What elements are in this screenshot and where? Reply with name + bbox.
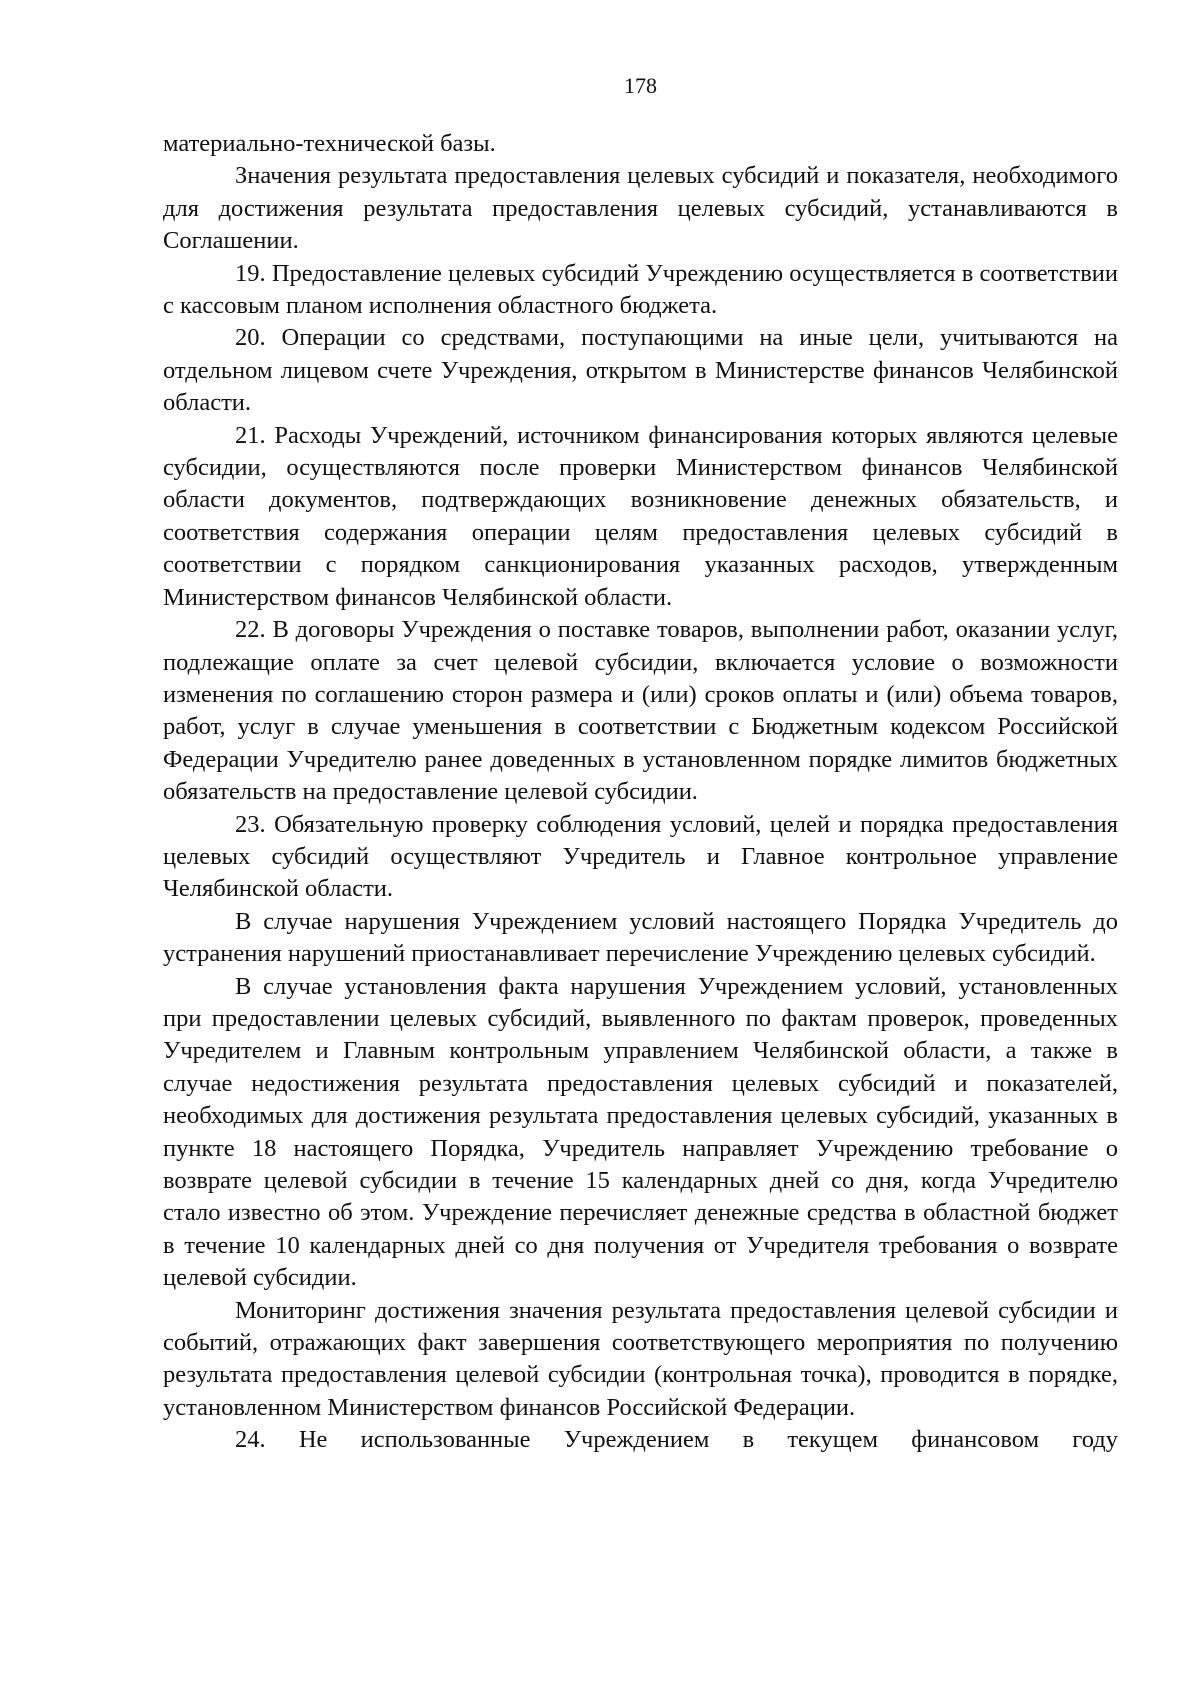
paragraph: 19. Предоставление целевых субсидий Учреждению осуществляется в соответствии с кассовым планом исполнения областного бюджета. <box>163 259 1118 320</box>
document-page <box>163 0 1118 1698</box>
paragraph: Значения результата предоставления целевых субсидий и показателя, необходимого для достижения результата предоставления целевых субсидий, устанавливаются в Соглашении. <box>163 162 1118 255</box>
paragraph: 23. Обязательную проверку соблюдения условий, целей и порядка предоставления целевых субсидий осуществляют Учредитель и Главное контрольное управление Челябинской области. <box>163 810 1118 903</box>
paragraph: Мониторинг достижения значения результата предоставления целевой субсидии и событий, отражающих факт завершения соответствующего мероприятия по получению результата предоставления целевой субсидии (контрольная точка), проводится в порядке, установленном Министерством финансов Российской Федерации. <box>163 1296 1118 1421</box>
paragraph: 21. Расходы Учреждений, источником финансирования которых являются целевые субсидии, осуществляются после проверки Министерством финансов Челябинской области документов, подтверждающих возникновение денежных обязательств, и соответствия содержания операции целям предоставления целевых субсидий в соответствии с порядком санкционирования указанных расходов, утвержденным Министерством финансов Челябинской области. <box>163 421 1118 611</box>
paragraph: материально-технической базы. <box>163 130 496 157</box>
document-body <box>163 128 1118 1457</box>
paragraph: 20. Операции со средствами, поступающими на иные цели, учитываются на отдельном лицевом счете Учреждения, открытом в Министерстве финансов Челябинской области. <box>163 324 1118 417</box>
paragraph: 22. В договоры Учреждения о поставке товаров, выполнении работ, оказании услуг, подлежащие оплате за счет целевой субсидии, включается условие о возможности изменения по соглашению сторон размера и (или) сроков оплаты и (или) объема товаров, работ, услуг в случае уменьшения в соответствии с Бюджетным кодексом Российской Федерации Учредителю ранее доведенных в установленном порядке лимитов бюджетных обязательств на предоставление целевой субсидии. <box>163 616 1118 806</box>
paragraph: 24. Не использованные Учреждением в текущем финансовом году <box>235 1426 1118 1454</box>
paragraph: В случае нарушения Учреждением условий настоящего Порядка Учредитель до устранения нарушений приостанавливает перечисление Учреждению целевых субсидий. <box>163 907 1118 968</box>
paragraph: В случае установления факта нарушения Учреждением условий, установленных при предоставлении целевых субсидий, выявленного по фактам проверок, проведенных Учредителем и Главным контрольным управлением Челябинской области, а также в случае недостижения результата предоставления целевых субсидий и показателей, необходимых для достижения результата предоставления целевых субсидий, указанных в пункте 18 настоящего Порядка, Учредитель направляет Учреждению требование о возврате целевой субсидии в течение 15 календарных дней со дня, когда Учредителю стало известно об этом. Учреждение перечисляет денежные средства в областной бюджет в течение 10 календарных дней со дня получения от Учредителя требования о возврате целевой субсидии. <box>163 972 1118 1292</box>
page-number: 178 <box>624 73 657 98</box>
